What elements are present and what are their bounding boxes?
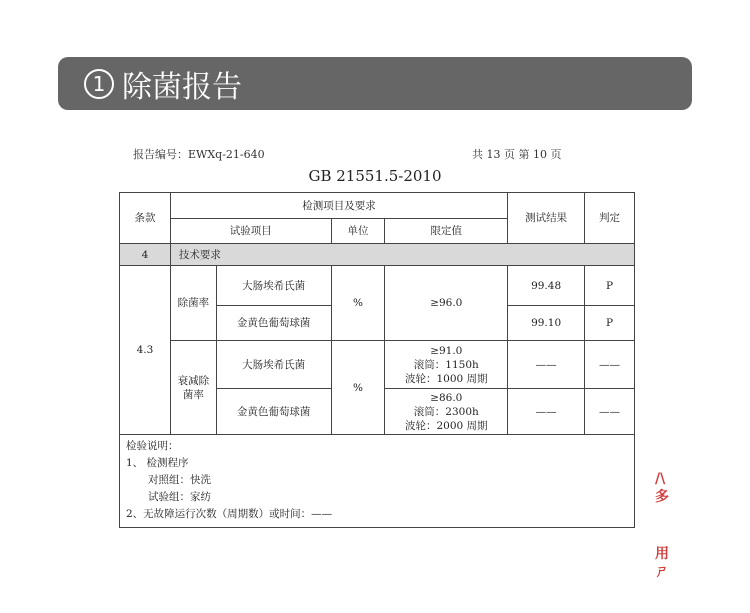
header-clause: 条款: [120, 193, 171, 244]
circle-number: 1: [84, 69, 114, 99]
organism-cell: 大肠埃希氏菌: [216, 266, 331, 306]
header-unit: 单位: [331, 219, 385, 244]
limit-cell: ≥91.0 滚筒：1150h 波轮：1000 周期: [385, 341, 508, 389]
header-group: 检测项目及要求: [170, 193, 507, 219]
organism-cell: 金黄色葡萄球菌: [216, 306, 331, 341]
clause-4-3: 4.3: [120, 266, 171, 435]
verdict-cell: P: [585, 306, 635, 341]
result-cell: ——: [508, 341, 585, 389]
verdict-cell: ——: [585, 341, 635, 389]
header-verdict: 判定: [585, 193, 635, 244]
header-result: 测试结果: [508, 193, 585, 244]
decay-label: 衰减除 菌率: [170, 341, 216, 435]
limit-cell: ≥96.0: [385, 266, 508, 341]
section-name: 技术要求: [170, 244, 634, 266]
red-stamp-fragment-top: /\ 多: [655, 471, 669, 505]
report-number: 报告编号：EWXq-21-640: [133, 148, 265, 161]
unit-cell: %: [331, 341, 385, 435]
result-cell: 99.48: [508, 266, 585, 306]
test-report-table: [119, 192, 635, 528]
result-cell: ——: [508, 389, 585, 435]
limit-cell: ≥86.0 滚筒：2300h 波轮：2000 周期: [385, 389, 508, 435]
unit-cell: %: [331, 266, 385, 341]
verdict-cell: P: [585, 266, 635, 306]
organism-cell: 大肠埃希氏菌: [216, 341, 331, 389]
section-banner: [58, 57, 692, 110]
notes-title: 检验说明：: [126, 440, 179, 452]
organism-cell: 金黄色葡萄球菌: [216, 389, 331, 435]
notes-line: 对照组：快洗: [148, 474, 211, 486]
notes-row: [120, 435, 635, 528]
red-stamp-fragment-bottom: 用 ㄕ: [655, 546, 669, 580]
verdict-cell: ——: [585, 389, 635, 435]
notes-line: 试验组：家纺: [148, 491, 211, 503]
table-row: [120, 341, 635, 389]
result-cell: 99.10: [508, 306, 585, 341]
notes-line: 2、无故障运行次数（周期数）或时间：——: [126, 508, 333, 520]
standard-title: GB 21551.5-2010: [308, 167, 442, 185]
section-clause: 4: [120, 244, 171, 266]
header-limit: 限定值: [385, 219, 508, 244]
banner-title: 除菌报告: [122, 69, 242, 105]
table-row: [120, 266, 635, 306]
header-item: 试验项目: [170, 219, 331, 244]
page-count: 共 13 页 第 10 页: [472, 148, 562, 161]
notes-line: 1、 检测程序: [126, 457, 189, 469]
rate-label: 除菌率: [170, 266, 216, 341]
notes-cell: [120, 435, 635, 528]
